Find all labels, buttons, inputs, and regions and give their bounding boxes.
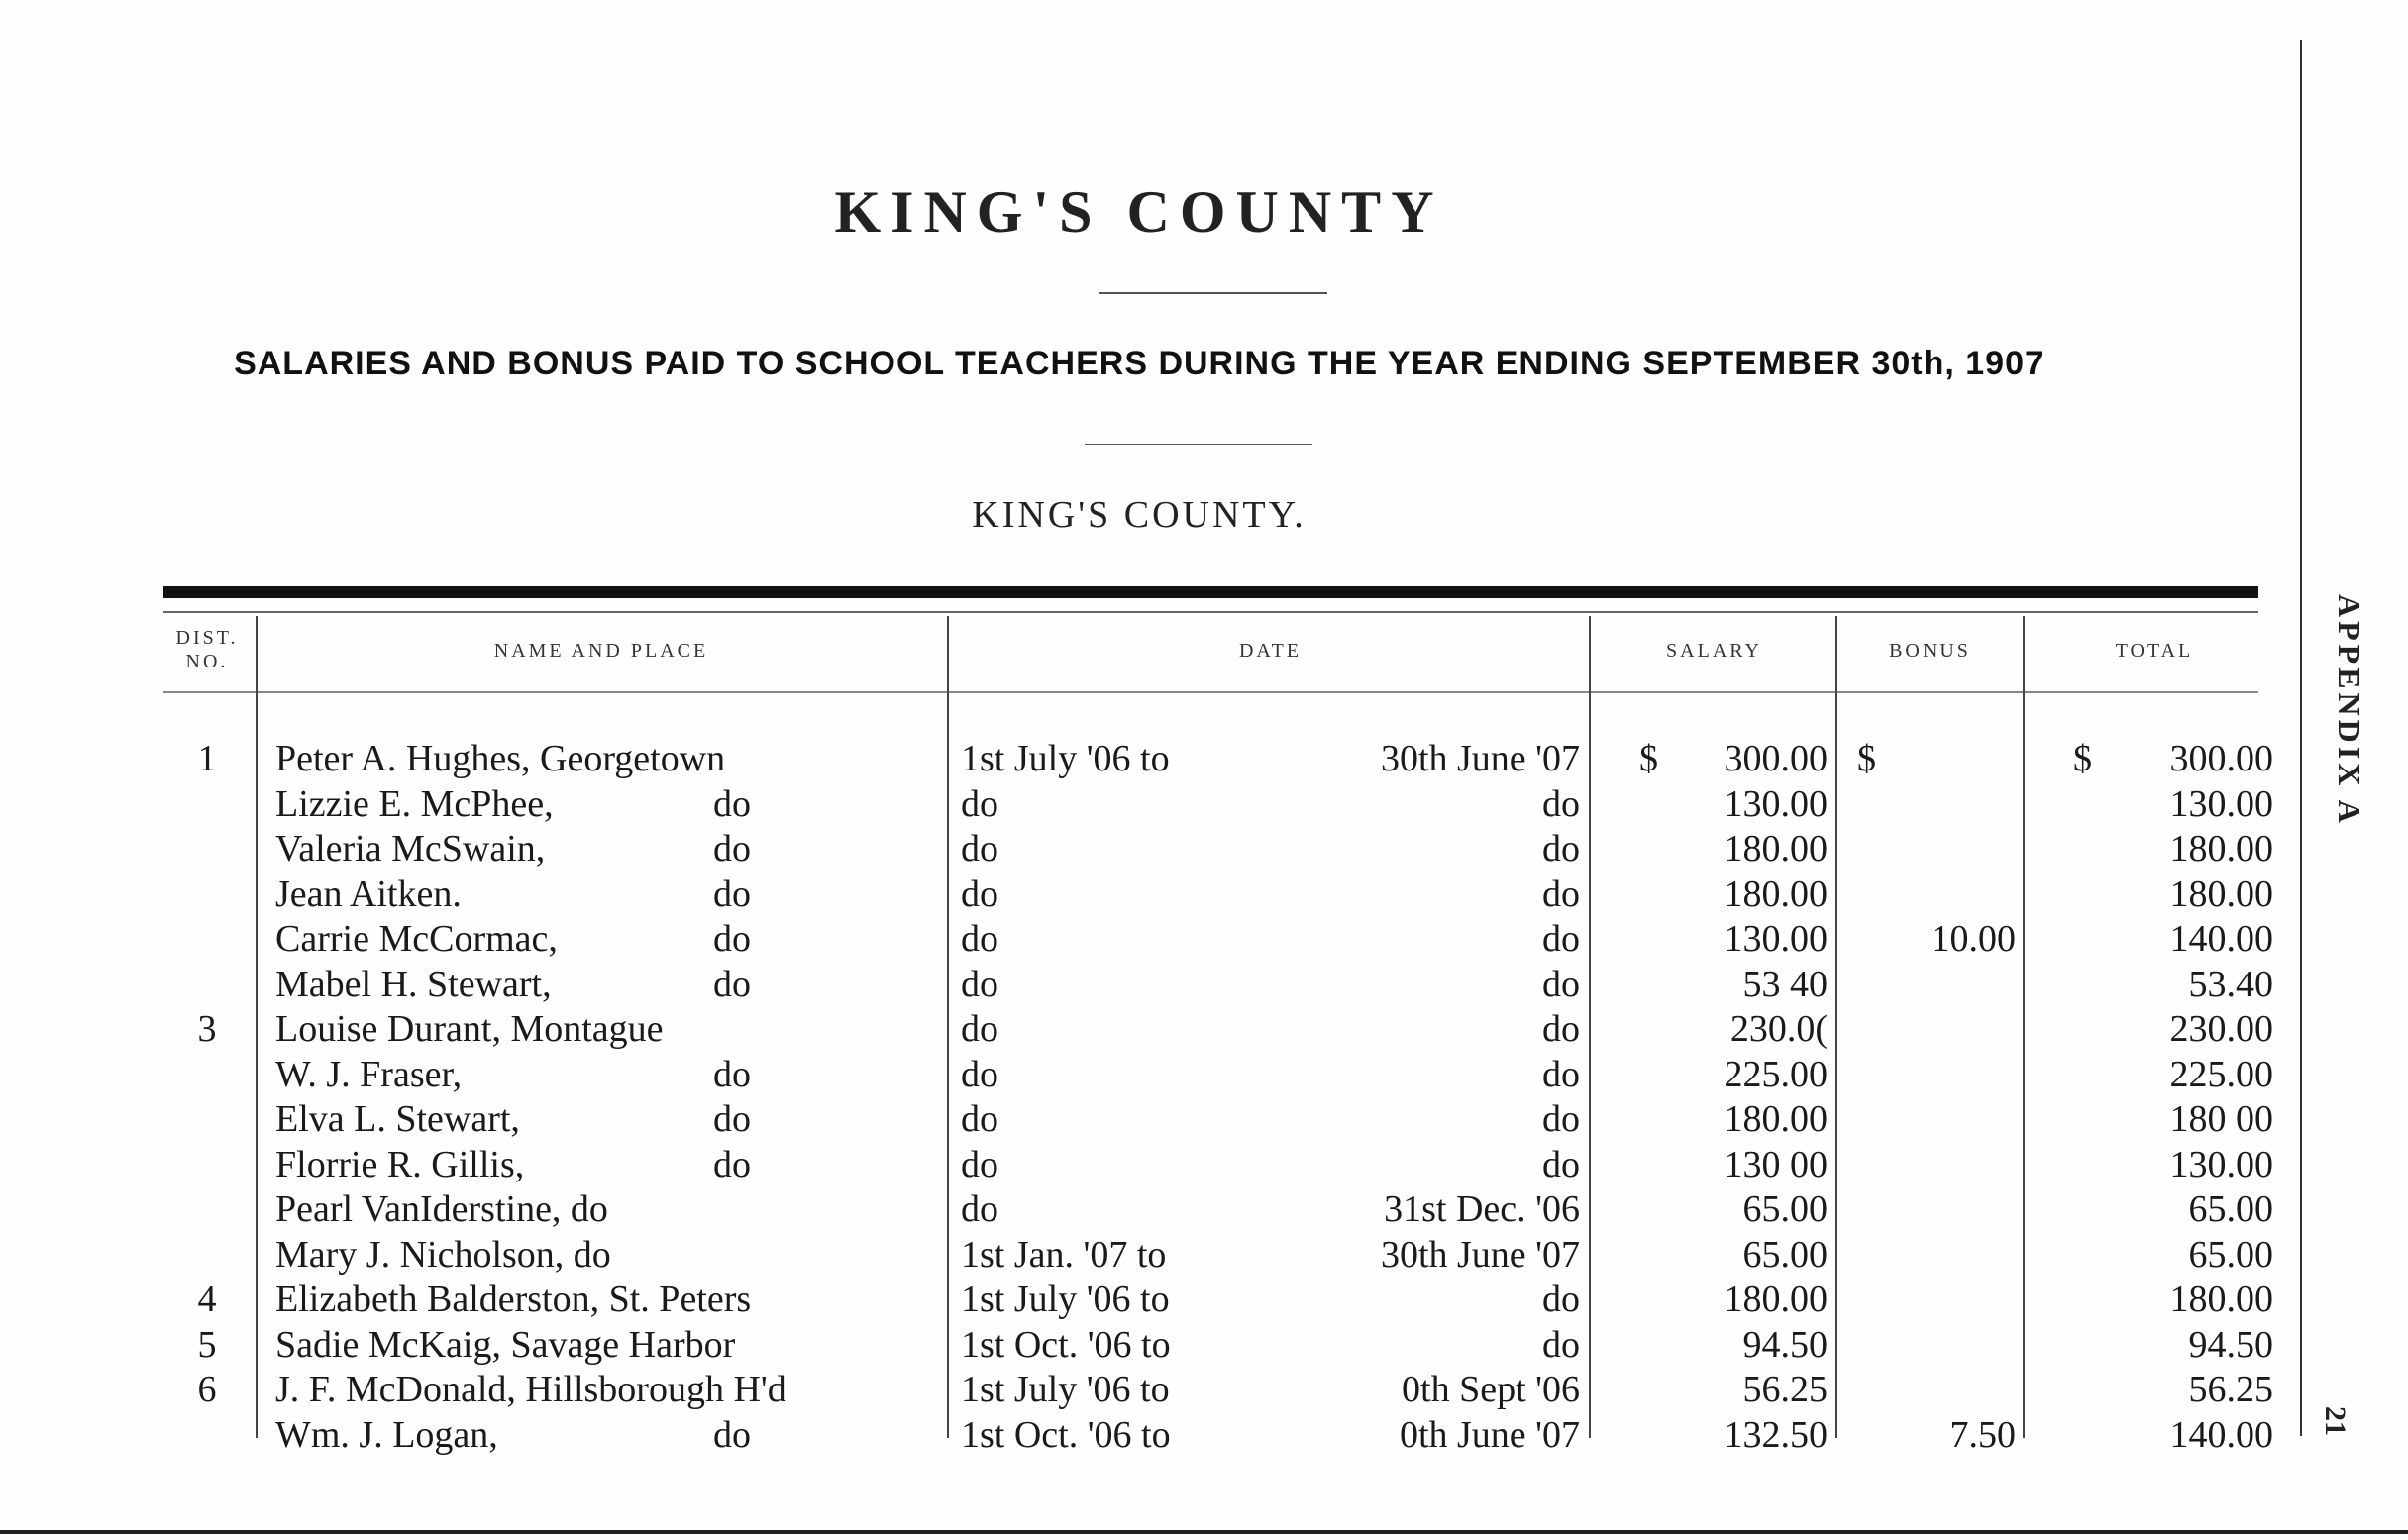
date-to: do [1542,1008,1580,1050]
teacher-place: do [713,828,751,870]
table-row [0,1368,2408,1412]
date-to: do [1542,963,1580,1005]
teacher-name: Carrie McCormac, [275,918,558,960]
teacher-place: do [713,1413,751,1456]
salary-value: 130 00 [1724,1143,1828,1185]
total-value: 180.00 [2169,828,2273,870]
header-date: DATE [1238,640,1303,662]
date-from: do [961,873,998,915]
header-dist-line1: DIST. [175,627,239,649]
date-from: do [961,782,998,825]
appendix-label: APPENDIX A [2332,594,2367,827]
teacher-name: Wm. J. Logan, [275,1413,498,1456]
salary-value: 225.00 [1724,1053,1828,1095]
salary-value: 130.00 [1724,782,1828,825]
salary-value: 53 40 [1742,963,1828,1005]
salary-value: 180.00 [1724,1098,1828,1140]
date-from: do [961,1008,998,1050]
teacher-name: W. J. Fraser, [275,1053,463,1095]
total-value: 225.00 [2169,1053,2273,1095]
header-salary: SALARY [1666,640,1762,662]
table-row [0,1278,2408,1322]
total-value: 130.00 [2169,1143,2273,1185]
table-row [0,873,2408,917]
total-value: 130.00 [2169,782,2273,825]
date-to: 0th Sept '06 [1402,1369,1580,1410]
table-row [0,1143,2408,1187]
dist-no: 6 [197,1369,217,1410]
header-dist-line2: NO. [185,651,229,672]
bonus-currency: $ [1857,738,1876,779]
salary-currency: $ [1639,738,1658,779]
teacher-name: Elizabeth Balderston, St. Peters [275,1279,752,1320]
header-bonus: BONUS [1889,640,1971,662]
total-value: 300.00 [2169,738,2273,779]
teacher-name: Lizzie E. McPhee, [275,782,554,825]
dist-no: 1 [197,738,217,779]
total-value: 180 00 [2169,1098,2273,1140]
total-value: 180.00 [2169,1279,2273,1320]
teacher-name: Mary J. Nicholson, do [275,1233,611,1276]
total-value: 230.00 [2169,1008,2273,1050]
date-from: do [961,1053,998,1095]
header-dist [166,626,248,673]
table-row [0,1413,2408,1458]
table-row [0,782,2408,827]
table-row [0,1053,2408,1097]
table-row [0,963,2408,1007]
teacher-place: do [713,918,751,960]
dist-no: 5 [197,1323,217,1366]
teacher-name: Pearl VanIderstine, do [275,1188,608,1230]
total-value: 53.40 [2188,963,2273,1005]
date-to: do [1542,1098,1580,1140]
salary-value: 180.00 [1724,828,1828,870]
date-from: do [961,828,998,870]
date-from: 1st Oct. '06 to [961,1323,1171,1366]
header-total: TOTAL [2115,640,2194,662]
date-from: 1st Oct. '06 to [961,1413,1171,1456]
total-value: 56.25 [2188,1369,2273,1410]
page-subtitle: SALARIES AND BONUS PAID TO SCHOOL TEACHERS DURING THE YEAR ENDING SEPTEMBER 30th, 1907 [234,345,2044,382]
teacher-name: Valeria McSwain, [275,828,546,870]
date-to: do [1542,828,1580,870]
teacher-place: do [713,1098,751,1140]
date-from: 1st July '06 to [961,1279,1170,1320]
teacher-name: Sadie McKaig, Savage Harbor [275,1323,736,1366]
teacher-name: Florrie R. Gillis, [275,1143,525,1185]
header-bottom-rule [163,691,2258,693]
date-from: do [961,963,998,1005]
salary-value: 94.50 [1742,1323,1828,1366]
page-title: KING'S COUNTY [834,179,1444,245]
table-top-thin-rule [163,611,2258,613]
total-value: 180.00 [2169,873,2273,915]
date-from: 1st July '06 to [961,1369,1170,1410]
total-value: 65.00 [2188,1233,2273,1276]
date-from: 1st Jan. '07 to [961,1233,1167,1276]
date-from: do [961,1143,998,1185]
title-divider [1099,292,1327,294]
table-row [0,737,2408,781]
salary-value: 132.50 [1724,1413,1828,1456]
county-heading: KING'S COUNTY. [972,494,1307,536]
teacher-place: do [713,782,751,825]
teacher-name: Elva L. Stewart, [275,1098,520,1140]
total-value: 140.00 [2169,918,2273,960]
date-to: do [1542,1323,1580,1366]
table-row [0,1233,2408,1278]
date-from: do [961,918,998,960]
page-bottom-border [0,1530,2408,1534]
salary-value: 65.00 [1742,1188,1828,1230]
subtitle-divider [1085,444,1312,445]
table-row [0,1323,2408,1368]
teacher-name: Peter A. Hughes, Georgetown [275,738,726,779]
total-currency: $ [2073,738,2092,779]
salary-value: 230.0( [1729,1008,1828,1050]
teacher-name: Louise Durant, Montague [275,1008,664,1050]
date-to: 31st Dec. '06 [1384,1188,1580,1230]
dist-no: 4 [197,1279,217,1320]
bonus-value: 7.50 [1949,1413,2016,1456]
table-row [0,827,2408,872]
teacher-place: do [713,873,751,915]
salary-value: 180.00 [1724,1279,1828,1320]
teacher-place: do [713,963,751,1005]
total-value: 140.00 [2169,1413,2273,1456]
date-from: 1st July '06 to [961,738,1170,779]
teacher-place: do [713,1143,751,1185]
table-row [0,1007,2408,1052]
salary-value: 65.00 [1742,1233,1828,1276]
total-value: 65.00 [2188,1188,2273,1230]
date-to: do [1542,1053,1580,1095]
date-from: do [961,1098,998,1140]
salary-value: 56.25 [1742,1369,1828,1410]
table-row [0,1097,2408,1142]
table-top-thick-rule [163,586,2258,598]
page-number: 21 [2319,1406,2352,1436]
date-from: do [961,1188,998,1230]
date-to: do [1542,782,1580,825]
date-to: do [1542,918,1580,960]
bonus-value: 10.00 [1931,918,2016,960]
date-to: do [1542,873,1580,915]
salary-value: 300.00 [1724,738,1828,779]
dist-no: 3 [197,1008,217,1050]
teacher-name: Mabel H. Stewart, [275,963,552,1005]
total-value: 94.50 [2188,1323,2273,1366]
header-name-place: NAME AND PLACE [493,640,709,662]
teacher-name: J. F. McDonald, Hillsborough H'd [275,1369,786,1410]
date-to: 0th June '07 [1399,1413,1580,1456]
salary-value: 180.00 [1724,873,1828,915]
salary-value: 130.00 [1724,918,1828,960]
date-to: 30th June '07 [1380,1233,1580,1276]
date-to: 30th June '07 [1380,738,1580,779]
teacher-place: do [713,1053,751,1095]
table-row [0,1187,2408,1232]
date-to: do [1542,1143,1580,1185]
table-row [0,917,2408,962]
date-to: do [1542,1279,1580,1320]
teacher-name: Jean Aitken. [275,873,462,915]
